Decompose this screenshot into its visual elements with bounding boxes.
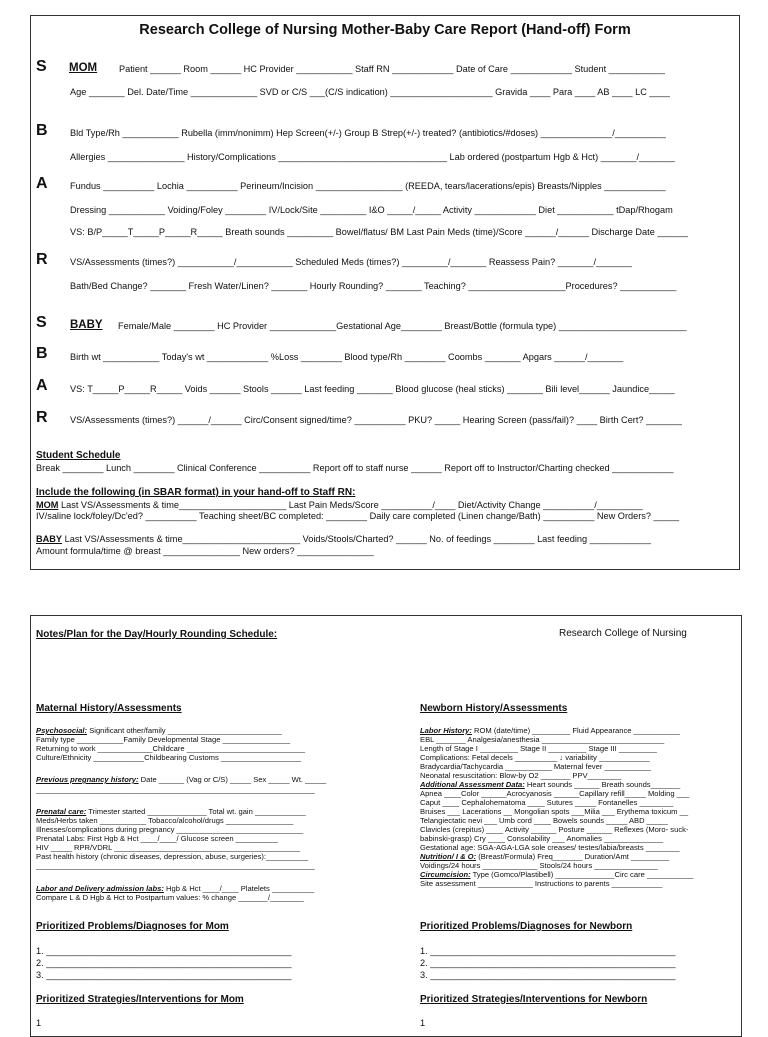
prenatal-line3[interactable]: Illnesses/complications during pregnancy ______________________________ (36, 825, 304, 834)
mom-label: MOM (69, 62, 98, 74)
prenatal-text: Trimester started ______________ Total wt. gain ____________ (86, 807, 306, 816)
mom-recommendation-line1[interactable]: VS/Assessments (times?) ___________/___________ Scheduled Meds (times?) _________/_______ Reassess Pain? _______/_______ (70, 257, 632, 267)
nutrition-line2[interactable]: Voidings/24 hours _____________ Stools/24 hours _______________ (420, 861, 658, 870)
letter-r-mom: R (36, 251, 48, 268)
baby-background-line[interactable]: Birth wt ___________ Today's wt ____________ %Loss ________ Blood type/Rh ________ Coombs _______ Apgars ______/_______ (70, 352, 624, 362)
additional-data-line4[interactable]: Bruises ___ Lacerations __ Mongolian spots ___Milia ___ Erythema toxicum __ (420, 807, 689, 816)
baby-situation-line[interactable]: Female/Male ________ HC Provider _____________Gestational Age________ Breast/Bottle (formula type) _________________________ (118, 321, 687, 331)
student-schedule-heading: Student Schedule (36, 450, 121, 461)
strategies-newborn-heading: Prioritized Strategies/Interventions for Newborn (420, 994, 648, 1005)
prenatal-line7[interactable]: __________________________________________________________________ (36, 861, 315, 870)
letter-s-mom: S (36, 58, 47, 75)
prenatal-line6[interactable]: Past health history (chronic diseases, depression, abuse, surgeries):__________ (36, 852, 309, 861)
labor-history-line5[interactable]: Bradycardia/Tachycardia ___________ Maternal fever ___________ (420, 762, 651, 771)
letter-s-baby: S (36, 314, 47, 331)
circumcision-text: Type (Gomco/Plastibell) ______________Circ care ___________ (470, 870, 694, 879)
ld-labs-line2[interactable]: Compare L & D Hgb & Hct to Postpartum values: % change _______/________ (36, 893, 304, 902)
prenatal-label: Prenatal care: (36, 807, 87, 816)
family-type-line[interactable]: Family type ___________Family Developmental Stage ________________ (36, 735, 291, 744)
notes-page-box (30, 615, 742, 1037)
handoff-mom-line1[interactable] (36, 500, 643, 510)
mom-situation-line2[interactable]: Age _______ Del. Date/Time _____________ SVD or C/S ___(C/S indication) ____________________ Gravida ____ Para ____ AB ____ LC ____ (70, 87, 670, 97)
student-schedule-line[interactable]: Break ________ Lunch ________ Clinical Conference __________ Report off to staff nurse ______ Report off to Instructor/Charting checked ____________ (36, 463, 674, 473)
mom-recommendation-line2[interactable]: Bath/Bed Change? _______ Fresh Water/Linen? _______ Hourly Rounding? _______ Teaching? ___________________Procedures? ___________ (70, 281, 677, 291)
mom-assessment-line1[interactable]: Fundus __________ Lochia __________ Perineum/Incision _________________ (REEDA, tears/lacerations/epis) Breasts/Nipples ____________ (70, 181, 666, 191)
mom-assessment-line2[interactable]: Dressing ___________ Voiding/Foley ________ IV/Lock/Site _________ I&O _____/_____ Activity ____________ Diet ___________ tDap/Rhogam (70, 205, 673, 215)
additional-data-line8[interactable]: Gestational age: SGA-AGA-LGA sole creases/ testes/labia/breasts ________ (420, 843, 680, 852)
additional-data-line2[interactable]: Apnea ____Color ______Acrocyanosis ______Capillary refill_____ Molding ___ (420, 789, 690, 798)
handoff-baby-text: Last VS/Assessments & time_______________________ Voids/Stools/Charted? ______ No. of feedings ________ Last feeding ____________ (62, 534, 652, 544)
mom-background-line2[interactable]: Allergies _______________ History/Complications _________________________________ Lab ordered (postpartum Hgb & Hct) _______/_______ (70, 152, 675, 162)
additional-data-line7[interactable]: babinski-grasp) Cry ____ Consolability ___ Anomalies ______________ (420, 834, 664, 843)
additional-data-line3[interactable]: Caput ____ Cephalohematoma ____ Sutures _____ Fontanelles ________ (420, 798, 674, 807)
mom-situation-line1[interactable]: Patient ______ Room ______ HC Provider ___________ Staff RN ____________ Date of Care ____________ Student ___________ (119, 64, 665, 74)
prev-pregnancy-text: Date ______ (Vag or C/S) _____ Sex _____ Wt. _____ (138, 775, 327, 784)
mom-assessment-line3[interactable]: VS: B/P_____T_____P_____R_____ Breath sounds _________ Bowel/flatus/ BM Last Pain Meds (time)/Score ______/______ Discharge Date ______ (70, 227, 689, 237)
mom-background-line1[interactable]: Bld Type/Rh ___________ Rubella (imm/nonimm) Hep Screen(+/-) Group B Strep(+/-) treated? (antibiotics/#doses) ______________/__________ (70, 128, 666, 138)
prev-pregnancy-label: Previous pregnancy history: (36, 775, 139, 784)
psychosocial-text: Significant other/family ___________________________ (87, 726, 282, 735)
prenatal-line5[interactable]: HIV _____ RPR/VDRL ____________________________________________ (36, 843, 301, 852)
problem-newborn-2[interactable]: 2. ________________________________________________ (420, 958, 676, 968)
handoff-baby-line2[interactable]: Amount formula/time @ breast _______________ New orders? _______________ (36, 546, 374, 556)
handoff-mom-line2[interactable]: IV/saline lock/foley/Dc'ed? __________ Teaching sheet/BC completed: ________ Daily care completed (Linen change/Bath) __________ New Orders? _____ (36, 511, 680, 521)
additional-data-line6[interactable]: Clavicles (crepitus) ____ Activity ______ Posture ______ Reflexes (Moro- suck- (420, 825, 689, 834)
baby-recommendation-line[interactable]: VS/Assessments (times?) ______/______ Circ/Consent signed/time? __________ PKU? _____ Hearing Screen (pass/fail)? ____ Birth Cert? _______ (70, 415, 682, 425)
labor-history-line2[interactable]: EBL _______ Analgesia/anesthesia _____________________________ (420, 735, 665, 744)
additional-data-label: Additional Assessment Data: (420, 780, 525, 789)
handoff-mom-label: MOM (36, 500, 59, 510)
problem-mom-3[interactable]: 3. ________________________________________________ (36, 970, 292, 980)
problems-mom-lines (36, 945, 291, 981)
handoff-heading: Include the following (in SBAR format) in your hand-off to Staff RN: (36, 487, 356, 498)
labor-history-label: Labor History: (420, 726, 472, 735)
labor-history-line3[interactable]: Length of Stage I _________ Stage II _________ Stage III _________ (420, 744, 657, 753)
letter-b-mom: B (36, 122, 48, 139)
strategy-mom-1[interactable]: 1 (36, 1018, 42, 1028)
college-name: Research College of Nursing (559, 628, 687, 639)
handoff-mom-text: Last VS/Assessments & time_____________________ Last Pain Meds/Score __________/____ Diet/Activity Change __________/_________ (58, 500, 643, 510)
labor-history-text: ROM (date/time) _________ Fluid Appearance ___________ (471, 726, 681, 735)
problem-newborn-3[interactable]: 3. ________________________________________________ (420, 970, 676, 980)
ld-labs-label: Labor and Delivery admission labs: (36, 884, 164, 893)
handoff-baby-line1[interactable] (36, 534, 651, 544)
problem-mom-2[interactable]: 2. ________________________________________________ (36, 958, 292, 968)
labor-history-line4[interactable]: Complications: Fetal decels __________ ↓ variability ____________ (420, 753, 650, 762)
prev-pregnancy-line1[interactable] (36, 776, 326, 785)
handoff-baby-label: BABY (36, 534, 63, 544)
letter-a-mom: A (36, 175, 48, 192)
problems-newborn-heading: Prioritized Problems/Diagnoses for Newborn (420, 921, 633, 932)
nutrition-label: Nutrition/ I & O: (420, 852, 477, 861)
circumcision-line2[interactable]: Site assessment _____________ Instructions to parents ____________ (420, 879, 663, 888)
notes-heading: Notes/Plan for the Day/Hourly Rounding Schedule: (36, 629, 278, 640)
newborn-heading: Newborn History/Assessments (420, 703, 568, 714)
form-title: Research College of Nursing Mother-Baby Care Report (Hand-off) Form (139, 22, 631, 38)
nutrition-text: (Breast/Formula) Freq_______ Duration/Amt _________ (476, 852, 670, 861)
additional-data-line5[interactable]: Telangiectatic nevi ___ Umb cord ____ Bowels sounds _____ ABD _____ (420, 816, 668, 825)
prenatal-line4[interactable]: Prenatal Labs: First Hgb & Hct ____/____/ Glucose screen __________ (36, 834, 278, 843)
problem-mom-1[interactable]: 1. ________________________________________________ (36, 946, 292, 956)
labor-history-line6[interactable]: Neonatal resuscitation: Blow-by O2 _______ PPV________ (420, 771, 622, 780)
ld-labs-text: Hgb & Hct ____/____ Platelets __________ (163, 884, 315, 893)
letter-r-baby: R (36, 409, 48, 426)
returning-work-line[interactable]: Returning to work _____________Childcare ____________________________ (36, 744, 305, 753)
strategy-newborn-1[interactable]: 1 (420, 1018, 426, 1028)
additional-data-text: Heart sounds ______ Breath sounds_______ (524, 780, 681, 789)
circumcision-label: Circumcision: (420, 870, 471, 879)
culture-line[interactable]: Culture/Ethnicity ____________Childbearing Customs ___________________ (36, 753, 302, 762)
baby-label: BABY (70, 319, 103, 331)
letter-b-baby: B (36, 345, 48, 362)
maternal-heading: Maternal History/Assessments (36, 703, 182, 714)
sbar-form-box (30, 15, 740, 570)
letter-a-baby: A (36, 377, 48, 394)
problems-newborn-lines (420, 945, 675, 981)
problem-newborn-1[interactable]: 1. ________________________________________________ (420, 946, 676, 956)
prenatal-line2[interactable]: Meds/Herbs taken ___________ Tobacco/alcohol/drugs ________________ (36, 816, 294, 825)
problems-mom-heading: Prioritized Problems/Diagnoses for Mom (36, 921, 229, 932)
psychosocial-label: Psychosocial: (36, 726, 88, 735)
strategies-mom-heading: Prioritized Strategies/Interventions for Mom (36, 994, 244, 1005)
baby-assessment-line[interactable]: VS: T_____P_____R_____ Voids ______ Stools ______ Last feeding _______ Blood glucose (heal sticks) _______ Bili level______ Jaundice_____ (70, 384, 675, 394)
prev-pregnancy-line2[interactable]: __________________________________________________________________ (36, 785, 315, 794)
